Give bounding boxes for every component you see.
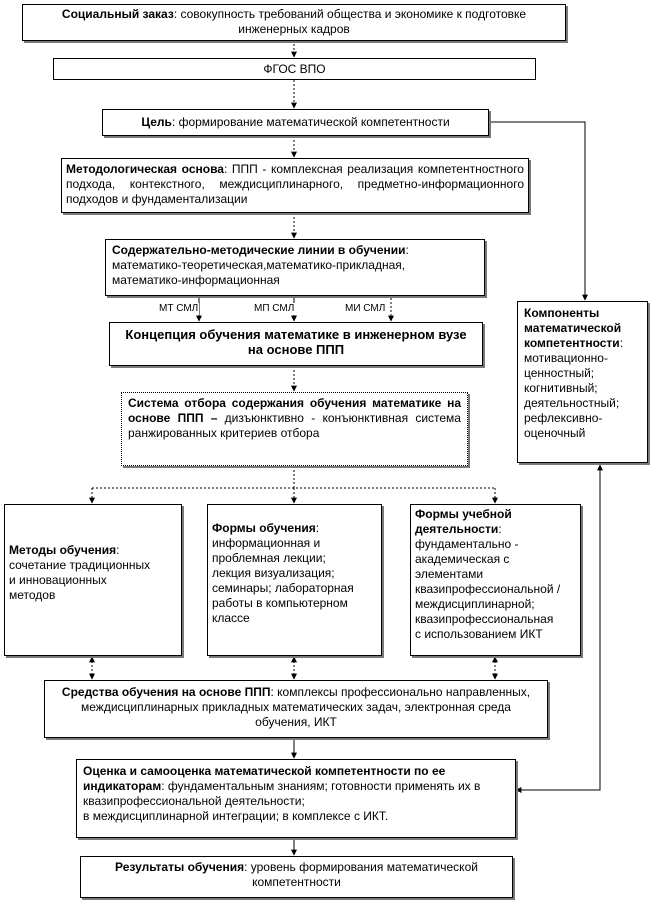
forms-item-5: работы в компьютерном — [212, 596, 348, 610]
goal-title: Цель — [141, 115, 172, 129]
activity-item-2: академическая с — [415, 552, 510, 566]
goal-text: : формирование математической компетентности — [171, 115, 450, 129]
assessment-title: Оценка и самооценка математической компетентности по ее индикаторам — [83, 764, 446, 793]
means-box — [44, 680, 548, 738]
components-item-1: мотивационно- — [524, 351, 608, 365]
selection-box — [121, 392, 468, 466]
selection-text: дизъюнктивно - конъюнктивная система ранжированных критериев отбора — [128, 411, 461, 440]
activity-item-1: фундаментально - — [415, 537, 519, 551]
forms-item-4: семинары; лабораторная — [212, 581, 354, 595]
forms-item-3: лекция визуализация; — [212, 566, 335, 580]
methods-line1: сочетание традиционных — [9, 558, 151, 572]
assessment-line3: в междисциплинарной интеграции; в комплексе с ИКТ. — [83, 809, 389, 823]
forms-item-6: классе — [212, 611, 250, 625]
results-text: : уровень формирования математической компетентности — [244, 860, 478, 889]
components-item-4: деятельностный; — [524, 396, 620, 410]
methods-line2: и инновационных — [9, 573, 107, 587]
method-basis-title: Методологическая основа — [66, 162, 224, 176]
means-title: Средства обучения на основе ППП — [61, 685, 271, 699]
social-order-text: : совокупность требований общества и экономике к подготовке инженерных кадров — [173, 7, 527, 36]
activity-forms-title2: деятельности — [415, 522, 499, 536]
mp-label: МП СМЛ — [254, 303, 295, 314]
components-item-6: оценочный — [524, 426, 586, 440]
methods-title: Методы обучения — [9, 543, 117, 557]
fgos-box — [53, 58, 536, 80]
mt-label: МТ СМЛ — [159, 303, 199, 314]
components-item-2: ценностный; — [524, 366, 595, 380]
activity-forms-box — [410, 504, 581, 656]
forms-item-2: проблемная лекции; — [212, 551, 326, 565]
activity-item-3: элементами — [415, 567, 484, 581]
forms-title: Формы обучения — [212, 521, 316, 535]
method-basis-text: : ППП - комплексная реализация компетентностного подхода, контекстного, междисциплинарного, предметно-информационного подходов и фундаментализации — [66, 162, 524, 206]
results-title: Результаты обучения — [115, 860, 245, 874]
assessment-box — [76, 759, 516, 838]
fgos-text: ФГОС ВПО — [263, 62, 326, 76]
social-order-box — [22, 4, 566, 41]
activity-item-6: квазипрофессиональная — [415, 612, 554, 626]
forms-box — [207, 504, 382, 656]
components-item-3: когнитивный; — [524, 381, 598, 395]
activity-item-7: с использованием ИКТ — [415, 627, 543, 641]
components-box — [517, 301, 648, 463]
forms-item-1: информационная и — [212, 536, 321, 550]
activity-item-4: квазипрофессиональной / — [415, 582, 561, 596]
content-lines-title: Содержательно-методические линии в обучении — [112, 243, 406, 257]
activity-forms-title1: Формы учебной — [415, 507, 512, 521]
activity-forms-colon: : — [498, 522, 502, 536]
selection-title: Система отбора содержания обучения математике на основе ППП – — [128, 396, 461, 425]
methods-colon: : — [116, 543, 120, 557]
components-colon: : — [619, 336, 624, 350]
components-title: Компоненты математической компетентности — [524, 306, 622, 350]
content-lines-box — [105, 239, 485, 296]
activity-item-5: междисциплинарной; — [415, 597, 535, 611]
content-lines-colon: : — [405, 243, 409, 257]
goal-box — [102, 109, 489, 136]
assessment-text: : фундаментальным знаниям; готовности применять их в квазипрофессиональной деятельности; — [83, 779, 481, 808]
mi-label: МИ СМЛ — [345, 303, 386, 314]
results-box — [80, 856, 513, 898]
forms-colon: : — [315, 521, 320, 535]
social-order-title: Социальный заказ — [61, 7, 174, 21]
methods-box — [4, 504, 182, 656]
methods-line3: методов — [9, 588, 56, 602]
means-text: : комплексы профессионально направленных, междисциплинарных прикладных математических задач, электронная среда обучения, ИКТ — [81, 685, 531, 729]
content-lines-line2: математико-информационная — [112, 273, 280, 287]
content-lines-line1: математико-теоретическая,математико-прикладная, — [112, 258, 406, 272]
concept-box — [109, 322, 483, 366]
concept-title: Концепция обучения математике в инженерном вузе на основе ППП — [125, 327, 467, 357]
components-item-5: рефлексивно- — [524, 411, 603, 425]
method-basis-box — [61, 158, 529, 213]
